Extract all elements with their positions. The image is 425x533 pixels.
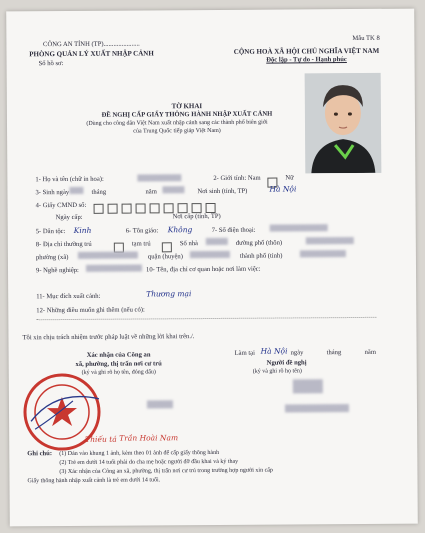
file-number-label: Số hồ sơ: (38, 60, 64, 68)
form-note-2: của Trung Quốc tiếp giáp Việt Nam) (133, 127, 221, 135)
notes-label: Ghi chú: (27, 450, 53, 458)
form-page (6, 9, 418, 527)
religion-handwriting: Không (167, 225, 193, 235)
field-dob-month-label: tháng (91, 188, 107, 196)
signer-name: Trần Hoài Nam (119, 433, 179, 443)
redacted-applicant-name (285, 404, 349, 412)
field-city-label: thành phố (tỉnh) (239, 252, 283, 260)
redacted-street (306, 237, 354, 244)
note-4: Giấy thông hành nhập xuất cảnh là trẻ em dưới 14 tuổi. (27, 477, 161, 485)
applicant-photo (305, 73, 382, 174)
field-gender-label: 2- Giới tính: Nam (213, 174, 261, 182)
field-street-label: đường phố (thôn) (235, 239, 283, 247)
redacted-stamp-detail (147, 400, 173, 408)
field-fullname-label: 1- Họ và tên (chữ in hoa): (35, 175, 104, 184)
department-name: PHÒNG QUẢN LÝ XUẤT NHẬP CẢNH (29, 49, 154, 59)
redacted-house-number (206, 238, 228, 245)
redacted-name (137, 174, 181, 181)
note-2: (2) Trẻ em dưới 14 tuổi phải do cha mẹ hoặc người đỡ đầu khai và ký thay (59, 458, 239, 467)
field-gender-female-label: Nữ (285, 174, 294, 182)
national-motto: Độc lập - Tự do - Hạnh phúc (266, 56, 347, 64)
field-workplace-label: 10- Tên, địa chỉ cơ quan hoặc nơi làm việc: (145, 265, 261, 274)
redacted-occupation (86, 264, 142, 271)
child-portrait-image (305, 73, 382, 174)
ethnicity-handwriting: Kinh (73, 225, 92, 235)
confirm-title: Xác nhận của Công an (86, 351, 151, 359)
redacted-applicant-signature (293, 379, 323, 393)
pledge-text: Tôi xin chịu trách nhiệm trước pháp luật về những lời khai trên./. (22, 333, 195, 342)
confirm-subtitle: xã, phường, thị trấn nơi cư trú (75, 360, 162, 368)
note-1: (1) Dán vào khung 1 ảnh, kèm theo 01 ảnh để cấp giấy thông hành (59, 449, 220, 458)
field-temp-residence-label: tạm trú (131, 240, 151, 248)
redacted-dob-year (162, 186, 184, 193)
field-notes-label: 12- Những điều muốn ghi thêm (nếu có): (36, 306, 145, 315)
field-ward-label: phường (xã) (35, 254, 69, 262)
police-province-line: CÔNG AN TỈNH (TP)...................... (43, 40, 140, 49)
field-purpose-label: 11- Mục đích xuất cảnh: (36, 292, 101, 301)
signer-prefix: Thiếu tá (85, 434, 117, 444)
purpose-handwriting: Thương mại (146, 289, 192, 299)
field-dob-year-label: năm (145, 188, 157, 196)
redacted-phone (270, 224, 328, 231)
redacted-district (190, 251, 230, 258)
redacted-ward (78, 252, 138, 259)
date-month-label: tháng (326, 349, 342, 357)
field-phone-label: 7- Số điện thoại: (211, 226, 256, 235)
form-note-1: (Dùng cho công dân Việt Nam xuất nhập cảnh sang các thành phố biên giới (86, 119, 268, 127)
field-house-number-label: Số nhà (179, 240, 198, 248)
national-title: CỘNG HOÀ XÃ HỘI CHỦ NGHĨA VIỆT NAM (233, 46, 380, 56)
redacted-city (300, 250, 346, 257)
field-id-date-label: Ngày cấp: (55, 213, 83, 222)
redacted-dob-day (69, 187, 83, 194)
note-3: (3) Xác nhận của Công an xã, phường, thị trấn nơi cư trú trong trường hợp người xin cấp (59, 467, 273, 476)
applicant-subtitle: (ký và ghi rõ họ tên) (252, 368, 302, 375)
field-address-label: 8- Địa chỉ thường trú (35, 240, 92, 249)
field-id-place-label: Nơi cấp (tỉnh, TP) (172, 212, 221, 221)
field-religion-label: 6- Tôn giáo: (125, 227, 159, 235)
notes-line (36, 317, 376, 320)
applicant-title: Người đề nghị (266, 359, 307, 367)
made-at-handwriting: Hà Nội (260, 346, 288, 356)
field-id-label: 4- Giấy CMND số: (35, 201, 87, 210)
field-occupation-label: 9- Nghề nghiệp: (35, 266, 79, 275)
date-day-label: ngày (290, 349, 304, 357)
field-birthplace-label: Nơi sinh (tỉnh, TP) (197, 187, 248, 196)
form-title: TỜ KHAI (171, 102, 203, 111)
field-district-label: quận (huyện) (147, 253, 183, 261)
made-at-label: Làm tại (234, 349, 255, 357)
field-ethnicity-label: 5- Dân tộc: (35, 228, 66, 236)
confirm-instruction: (ký và ghi rõ họ tên, đóng dấu) (81, 369, 156, 376)
form-code: Mẫu TK 8 (352, 34, 380, 43)
field-dob-label: 3- Sinh ngày (35, 188, 70, 197)
birthplace-handwriting: Hà Nội (269, 184, 297, 194)
date-year-label: năm (364, 348, 376, 356)
form-subtitle: ĐỀ NGHỊ CẤP GIẤY THÔNG HÀNH NHẬP XUẤT CẢNH (101, 110, 273, 119)
